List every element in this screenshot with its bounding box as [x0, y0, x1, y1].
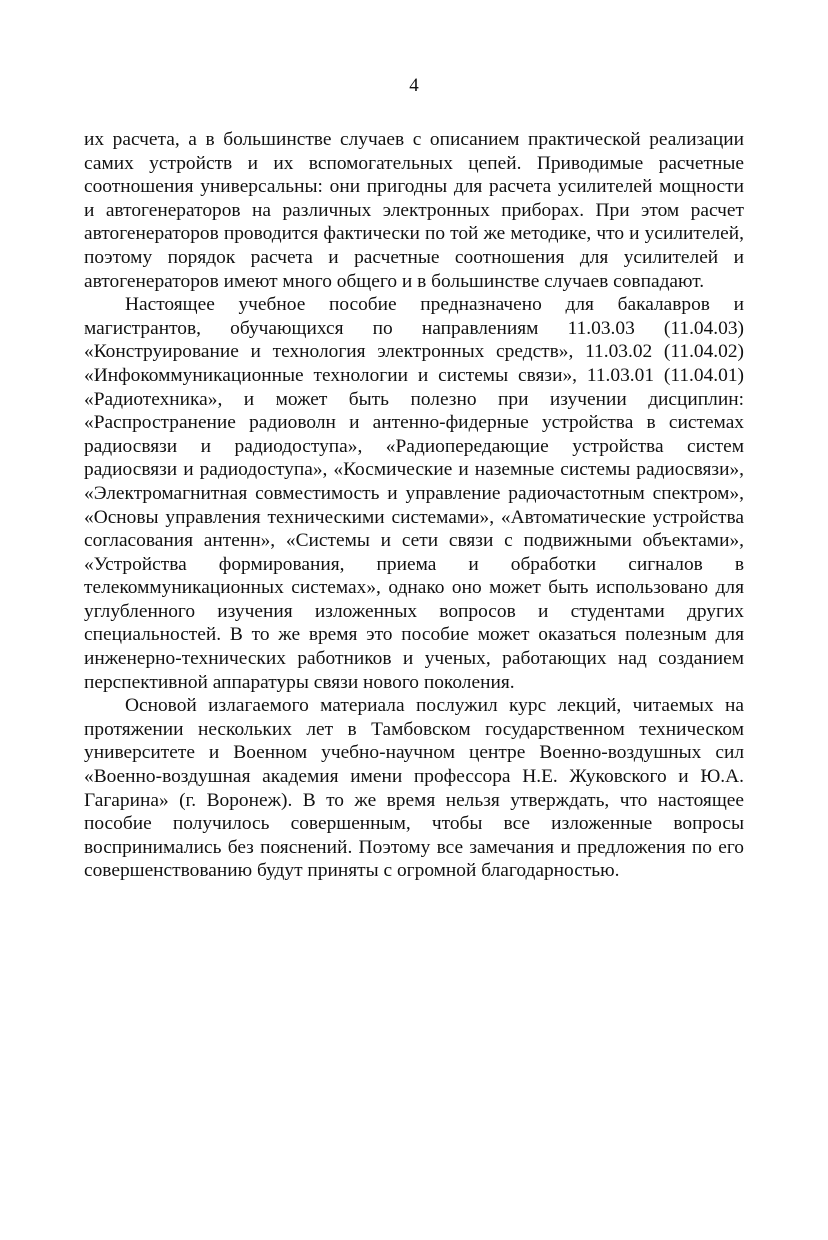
paragraph-purpose: Настоящее учебное пособие предназначено для бакалавров и магистрантов, обучающихся по направлениям 11.03.03 (11.04.03) «Конструирование и технология электронных средств», 11.03.02 (11.04.02) «Инфокоммуникационные технологии и системы связи», 11.03.01 (11.04.01) «Радиотехника», и может быть полезно при изучении дисциплин: «Распространение радиоволн и антенно-фидерные устройства в системах радиосвязи и радиодоступа», «Радиопередающие устройства систем радиосвязи и радиодоступа», «Космические и наземные системы радиосвязи», «Электромагнитная совместимость и управление радиочастотным спектром», «Основы управления техническими системами», «Автоматические устройства согласования антенн», «Системы и сети связи с подвижными объектами», «Устройства формирования, приема и обработки сигналов в телекоммуникационных системах», однако оно может быть использовано для углубленного изучения изложенных вопросов и студентами других специальностей. В то же время это пособие может оказаться полезным для инженерно-технических работников и ученых, работающих над созданием перспективной аппаратуры связи нового поколения.: [84, 294, 744, 693]
paragraph-continuation: их расчета, а в большинстве случаев с описанием практической реализации самих устройств и их вспомогательных цепей. Приводимые расчетные соотношения универсальны: они пригодны для расчета усилителей мощности и автогенераторов на различных электронных приборах. При этом расчет автогенераторов проводится фактически по той же методике, что и усилителей, поэтому порядок расчета и расчетные соотношения для усилителей и автогенераторов имеют много общего и в большинстве случаев совпадают.: [84, 129, 744, 292]
body-text: [84, 128, 744, 883]
page-number: 4: [409, 75, 419, 96]
paragraph-acknowledgement: Основой излагаемого материала послужил курс лекций, читаемых на протяжении нескольких лет в Тамбовском государственном техническом университете и Военном учебно-научном центре Военно-воздушных сил «Военно-воздушная академия имени профессора Н.Е. Жуковского и Ю.А. Гагарина» (г. Воронеж). В то же время нельзя утверждать, что настоящее пособие получилось совершенным, чтобы все изложенные вопросы воспринимались без пояснений. Поэтому все замечания и предложения по его совершенствованию будут приняты с огромной благодарностью.: [84, 695, 744, 882]
